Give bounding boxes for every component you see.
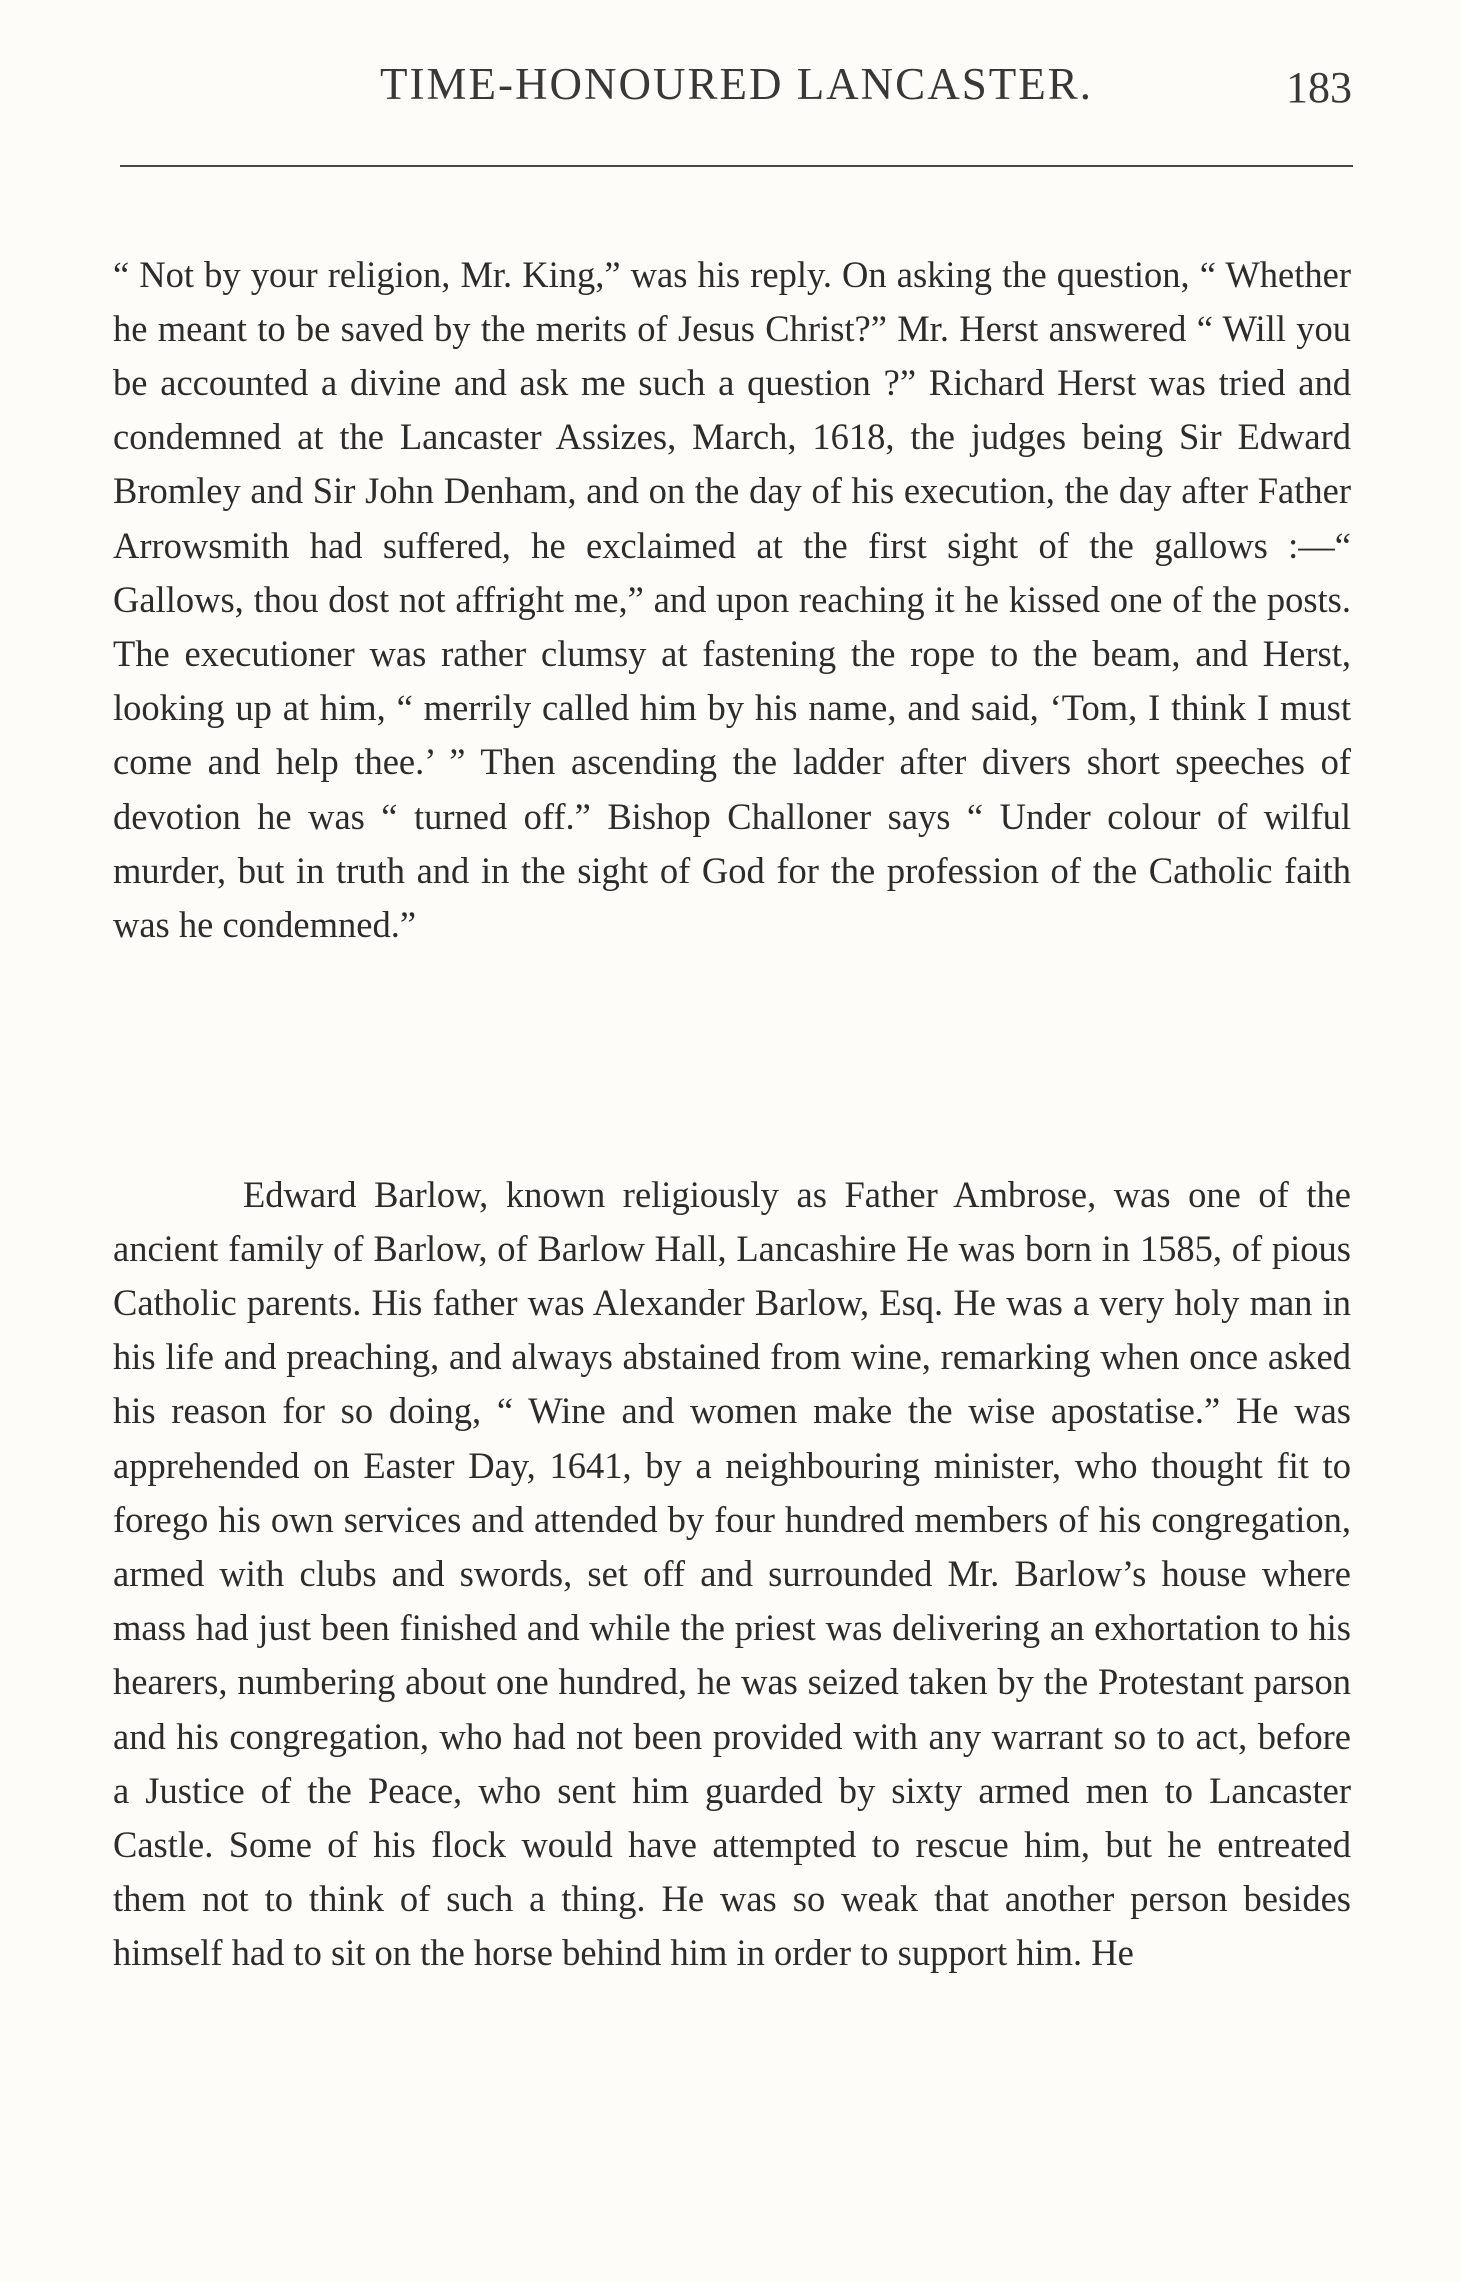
paragraph-herst: “ Not by your religion, Mr. King,” was his reply. On asking the question, “ Whether he meant to be saved by the merits of Jesus Christ?” Mr. Herst answered “ Will you be accounted a divine and ask me such a question ?” Richard Herst was tried and condemned at the Lancaster Assizes, March, 1618, the judges being Sir Edward Bromley and Sir John Denham, and on the day of his execution, the day after Father Arrowsmith had suffered, he exclaimed at the first sight of the gallows :—“ Gallows, thou dost not affright me,” and upon reaching it he kissed one of the posts. The executioner was rather clumsy at fastening the rope to the beam, and Herst, looking up at him, “ merrily called him by his name, and said, ‘Tom, I think I must come and help thee.’ ” Then ascending the ladder after divers short speeches of devotion he was “ turned off.” Bishop Challoner says “ Under colour of wilful murder, but in truth and in the sight of God for the profession of the Catholic faith was he condemned.”	[113, 253, 1351, 945]
page-number: 183	[1286, 63, 1352, 112]
paragraph-barlow: Edward Barlow, known religiously as Father Ambrose, was one of the ancient family of Barlow, of Barlow Hall, Lancashire He was born in 1585, of pious Catholic parents. His father was Alexander Barlow, Esq. He was a very holy man in his life and preaching, and always abstained from wine, remarking when once asked his reason for so doing, “ Wine and women make the wise apostatise.” He was apprehended on Easter Day, 1641, by a neighbouring minister, who thought fit to forego his own services and attended by four hundred members of his congregation, armed with clubs and swords, set off and surrounded Mr. Barlow’s house where mass had just been finished and while the priest was delivering an exhortation to his hearers, numbering about one hundred, he was seized taken by the Protestant parson and his congregation, who had not been provided with any warrant so to act, before a Justice of the Peace, who sent him guarded by sixty armed men to Lancaster Castle. Some of his flock would have attempted to rescue him, but he entreated them not to think of such a thing. He was so weak that another person besides himself had to sit on the horse behind him in order to support him. He	[113, 1173, 1351, 1974]
running-title: TIME-HONOURED LANCASTER.	[380, 59, 1093, 109]
header-rule	[120, 165, 1353, 167]
